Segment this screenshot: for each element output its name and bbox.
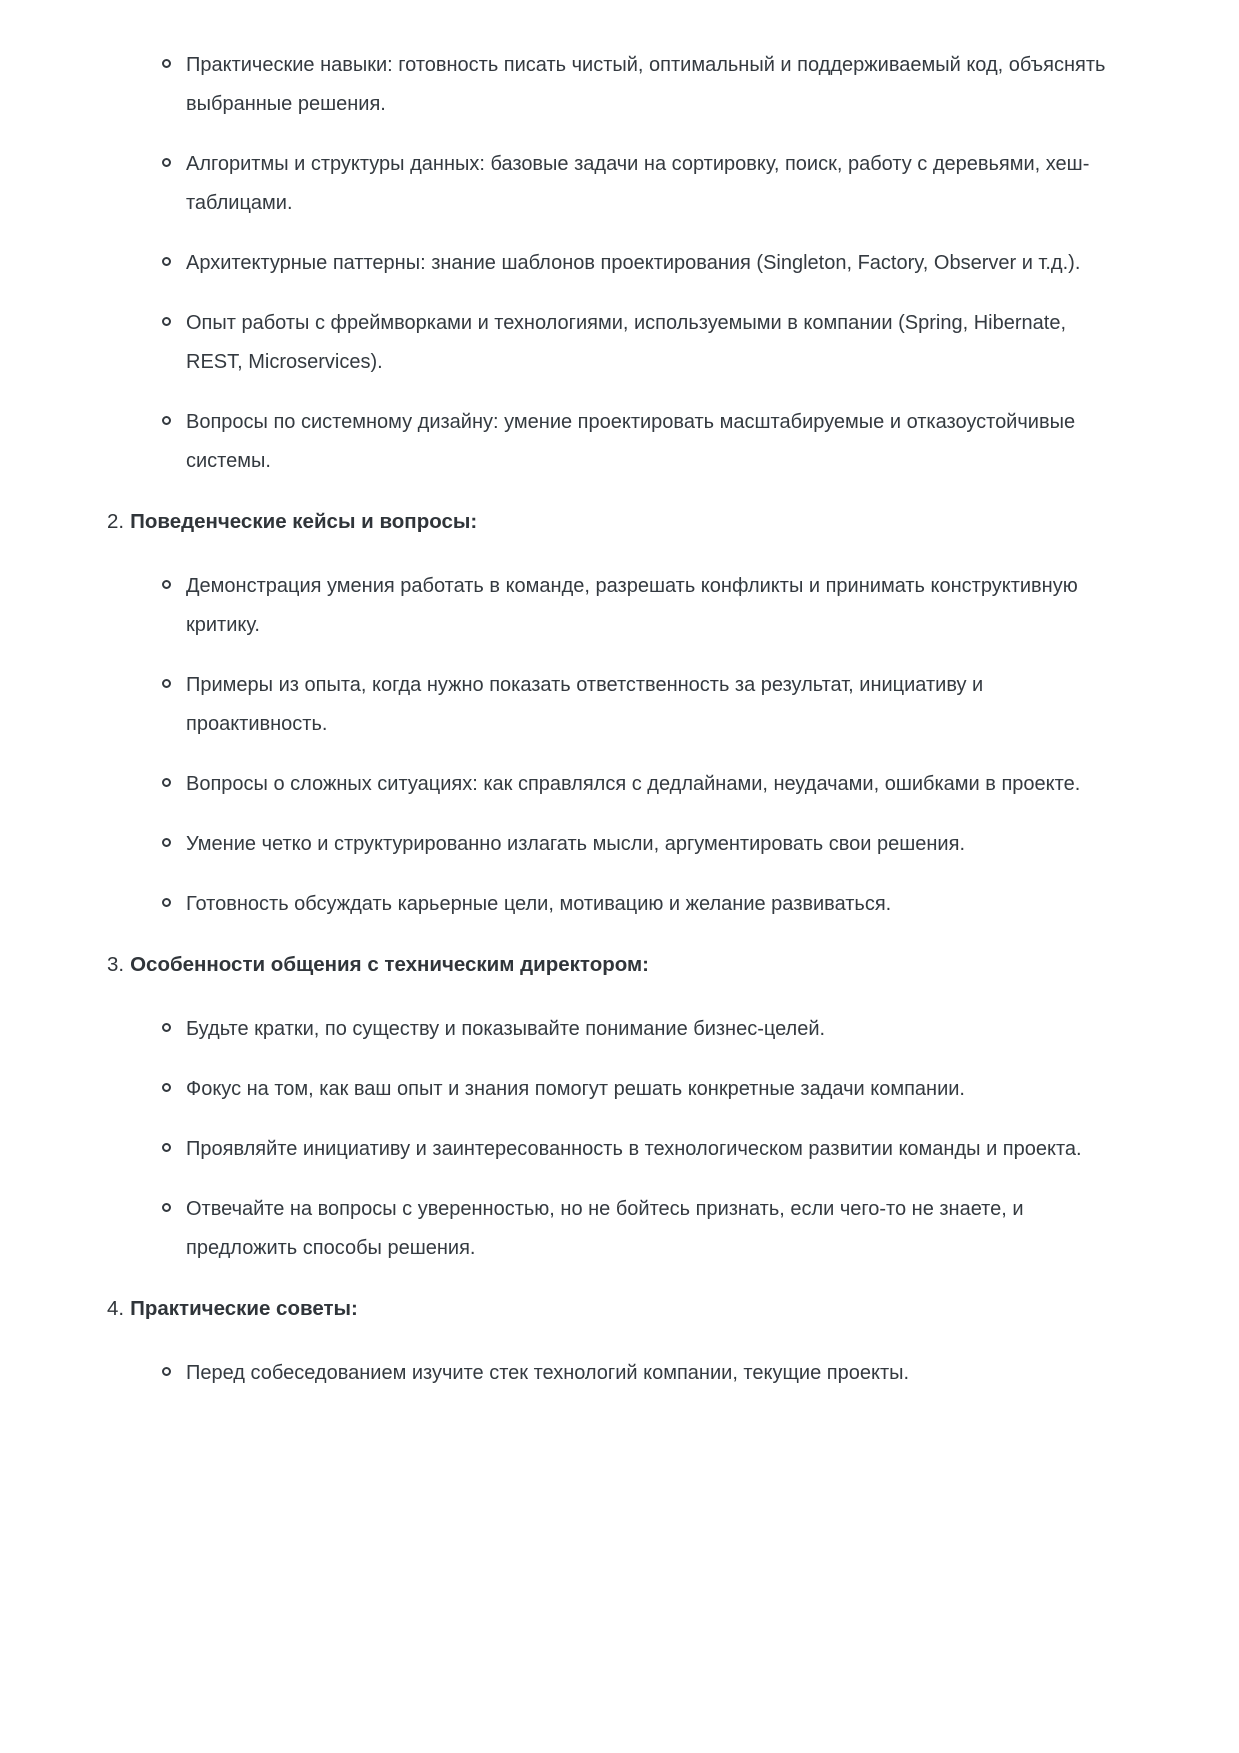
list-item: [107, 885, 1107, 924]
section-2-bullet-list: [107, 567, 1139, 924]
list-item-text: Алгоритмы и структуры данных: базовые задачи на сортировку, поиск, работу с деревьями, хеш-таблицами.: [186, 153, 1090, 214]
list-item: [107, 1190, 1107, 1268]
list-item: [107, 825, 1107, 864]
list-item-text: Опыт работы с фреймворками и технологиями, используемыми в компании (Spring, Hibernate, REST, Microservices).: [186, 312, 1067, 373]
circle-bullet-icon: [162, 1143, 171, 1152]
section-3-bullet-list: [107, 1010, 1139, 1268]
list-item: [107, 46, 1107, 124]
list-item: [107, 1354, 1107, 1393]
list-item-text: Практические навыки: готовность писать чистый, оптимальный и поддерживаемый код, объяснять выбранные решения.: [186, 54, 1106, 115]
section-title: Особенности общения с техническим директором:: [130, 953, 649, 976]
circle-bullet-icon: [162, 59, 171, 68]
list-item-text: Умение четко и структурированно излагать мысли, аргументировать свои решения.: [186, 833, 965, 855]
circle-bullet-icon: [162, 257, 171, 266]
list-item: [107, 304, 1107, 382]
circle-bullet-icon: [162, 898, 171, 907]
list-item: [107, 1010, 1107, 1049]
list-item-text: Демонстрация умения работать в команде, разрешать конфликты и принимать конструктивную критику.: [186, 575, 1078, 636]
circle-bullet-icon: [162, 158, 171, 167]
circle-bullet-icon: [162, 416, 171, 425]
list-item-text: Вопросы по системному дизайну: умение проектировать масштабируемые и отказоустойчивые системы.: [186, 411, 1076, 472]
list-item: [107, 145, 1107, 223]
section-1-bullet-list: [107, 46, 1139, 481]
section-number: 3.: [107, 953, 125, 976]
circle-bullet-icon: [162, 580, 171, 589]
list-item-text: Фокус на том, как ваш опыт и знания помогут решать конкретные задачи компании.: [186, 1078, 965, 1100]
circle-bullet-icon: [162, 1203, 171, 1212]
list-item-text: Вопросы о сложных ситуациях: как справлялся с дедлайнами, неудачами, ошибками в проекте.: [186, 773, 1081, 795]
section-title: Практические советы:: [130, 1297, 358, 1320]
section-heading-4: [107, 1289, 1139, 1328]
list-item-text: Проявляйте инициативу и заинтересованность в технологическом развитии команды и проекта.: [186, 1138, 1082, 1160]
section-title: Поведенческие кейсы и вопросы:: [130, 510, 478, 533]
circle-bullet-icon: [162, 1083, 171, 1092]
circle-bullet-icon: [162, 1367, 171, 1376]
section-heading-3: [107, 945, 1139, 984]
circle-bullet-icon: [162, 1023, 171, 1032]
list-item-text: Примеры из опыта, когда нужно показать ответственность за результат, инициативу и проактивность.: [186, 674, 984, 735]
circle-bullet-icon: [162, 679, 171, 688]
list-item: [107, 765, 1107, 804]
list-item-text: Отвечайте на вопросы с уверенностью, но не бойтесь признать, если чего-то не знаете, и предложить способы решения.: [186, 1198, 1024, 1259]
list-item: [107, 1070, 1107, 1109]
list-item-text: Готовность обсуждать карьерные цели, мотивацию и желание развиваться.: [186, 893, 892, 915]
list-item-text: Перед собеседованием изучите стек технологий компании, текущие проекты.: [186, 1362, 910, 1384]
circle-bullet-icon: [162, 778, 171, 787]
list-item: [107, 567, 1107, 645]
list-item-text: Будьте кратки, по существу и показывайте понимание бизнес-целей.: [186, 1018, 826, 1040]
circle-bullet-icon: [162, 317, 171, 326]
list-item: [107, 1130, 1107, 1169]
list-item: [107, 666, 1107, 744]
list-item: [107, 244, 1107, 283]
section-heading-2: [107, 502, 1139, 541]
list-item-text: Архитектурные паттерны: знание шаблонов проектирования (Singleton, Factory, Observer и т.д.).: [186, 252, 1081, 274]
circle-bullet-icon: [162, 838, 171, 847]
section-number: 4.: [107, 1297, 125, 1320]
list-item: [107, 403, 1107, 481]
section-number: 2.: [107, 510, 125, 533]
section-4-bullet-list: [107, 1354, 1139, 1393]
